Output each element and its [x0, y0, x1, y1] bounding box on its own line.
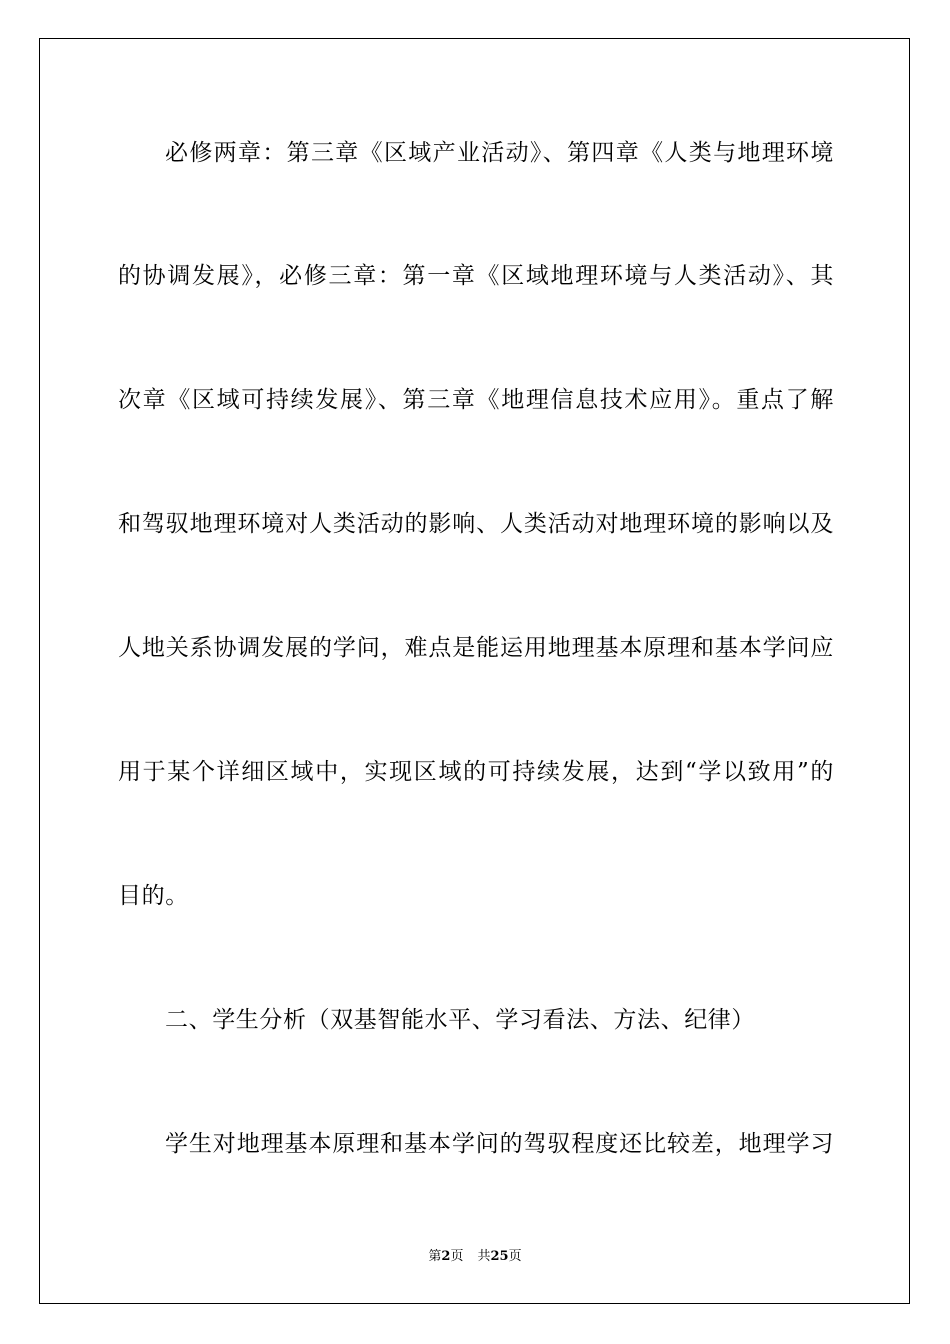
page-number: 2 [441, 1249, 451, 1264]
page-footer [0, 1249, 950, 1265]
text-line-4: 和驾驭地理环境对人类活动的影响、人类活动对地理环境的影响以及 [118, 511, 834, 537]
text-line-5: 人地关系协调发展的学问，难点是能运用地理基本原理和基本学问应 [118, 635, 834, 661]
page-suffix: 页 [450, 1249, 464, 1264]
text-line-6: 用于某个详细区域中，实现区域的可持续发展，达到“学以致用”的 [118, 759, 834, 785]
page-prefix: 第 [428, 1249, 442, 1264]
total-pages: 25 [490, 1249, 509, 1264]
text-line-2: 的协调发展》，必修三章：第一章《区域地理环境与人类活动》、其 [118, 263, 834, 289]
text-line-1: 必修两章：第三章《区域产业活动》、第四章《人类与地理环境 [165, 140, 834, 166]
total-suffix: 页 [508, 1249, 522, 1264]
text-line-7: 目的。 [118, 883, 189, 909]
section-heading: 二、学生分析（双基智能水平、学习看法、方法、纪律） [165, 1007, 755, 1033]
text-line-3: 次章《区域可持续发展》、第三章《地理信息技术应用》。重点了解 [118, 387, 834, 413]
page-border [39, 38, 910, 1304]
text-line-9: 学生对地理基本原理和基本学问的驾驭程度还比较差，地理学习 [165, 1131, 834, 1157]
total-prefix: 共 [477, 1249, 491, 1264]
